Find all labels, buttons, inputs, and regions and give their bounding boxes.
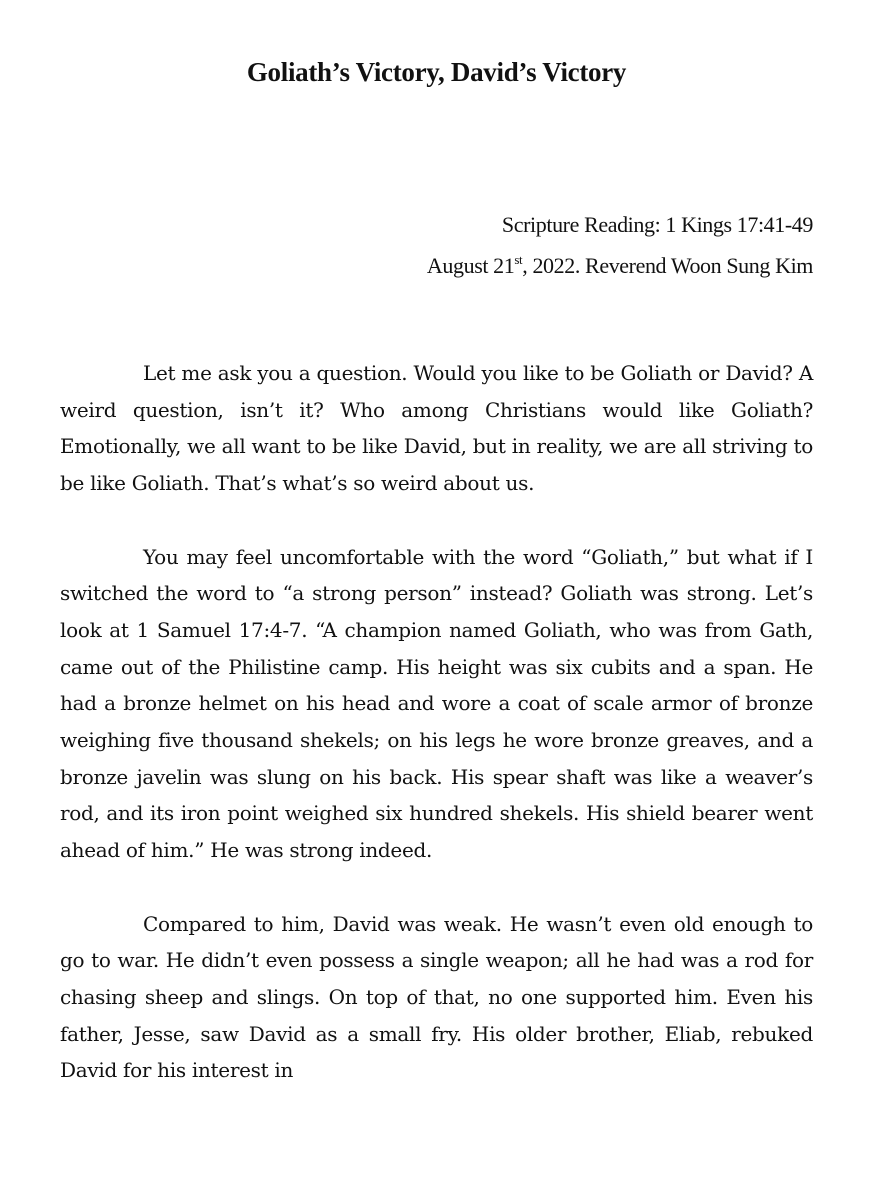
date-ordinal-suffix: st bbox=[514, 252, 523, 267]
sermon-meta bbox=[427, 204, 813, 286]
paragraph-1: Let me ask you a question. Would you like to be Goliath or David? A weird question, isn’t it? Who among Christians would like Goliath? Emotionally, we all want to be like David, but in reality, we are all striving to be like Goliath. That’s what’s so weird about us. bbox=[60, 361, 813, 496]
paragraph-2: You may feel uncomfortable with the word “Goliath,” but what if I switched the word to “a strong person” instead? Goliath was strong. Let’s look at 1 Samuel 17:4-7. “A champion named Goliath, who was from Gath, came out of the Philistine camp. His height was six cubits and a span. He had a bronze helmet on his head and wore a coat of scale armor of bronze weighing five thousand shekels; on his legs he wore bronze greaves, and a bronze javelin was slung on his back. His spear shaft was like a weaver’s rod, and its iron point weighed six hundred shekels. His shield bearer went ahead of him.” He was strong indeed. bbox=[60, 544, 813, 863]
sermon-date-author bbox=[427, 245, 813, 286]
document-title: Goliath’s Victory, David’s Victory bbox=[246, 57, 627, 87]
scripture-reading: Scripture Reading: 1 Kings 17:41-49 bbox=[501, 212, 813, 237]
paragraph-3: Compared to him, David was weak. He wasn’t even old enough to go to war. He didn’t even possess a single weapon; all he had was a rod for chasing sheep and slings. On top of that, no one supported him. Even his father, Jesse, saw David as a small fry. His older brother, Eliab, rebuked David for his interest in bbox=[60, 911, 813, 1083]
sermon-body bbox=[60, 355, 813, 1126]
date-rest: , 2022. Reverend Woon Sung Kim bbox=[522, 253, 813, 278]
date-prefix: August 21 bbox=[426, 253, 515, 278]
